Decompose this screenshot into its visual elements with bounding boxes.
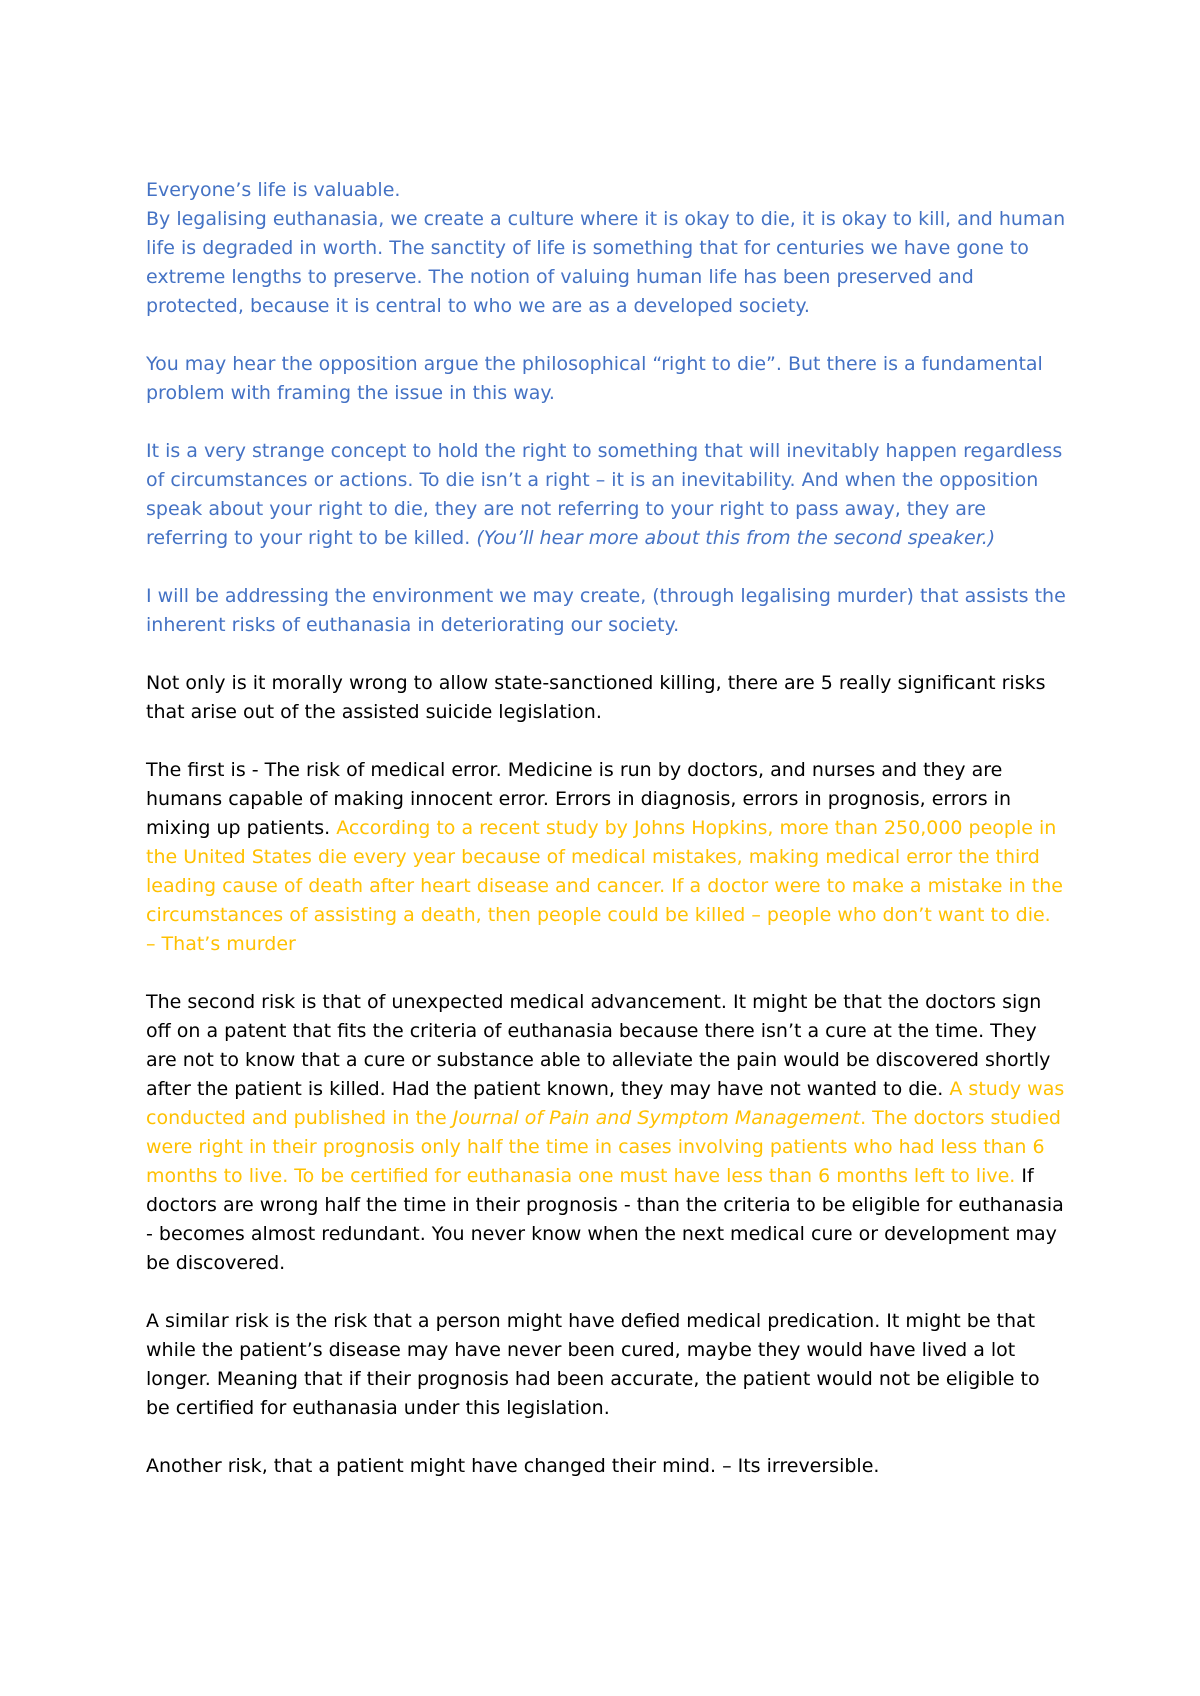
paragraph-gap — [146, 553, 1066, 582]
paragraph-inevitability — [146, 437, 1066, 553]
paragraph-changed-mind: Another risk, that a patient might have changed their mind. – Its irreversible. — [146, 1455, 880, 1477]
paragraph-gap — [146, 1423, 1066, 1452]
paragraph-intro: By legalising euthanasia, we create a culture where it is okay to die, it is okay to kill, and human life is degraded in worth. The sanctity of life is something that for centuries we have gone to extreme lengths to preserve. The notion of valuing human life has been preserved and protected, because it is central to who we are as a developed society. — [146, 208, 1066, 317]
medical-advancement-text: The second risk is that of unexpected medical advancement. It might be that the doctors sign off on a patent that fits the criteria of euthanasia because there isn’t a cure at the time. They are not to know that a cure or substance able to alleviate the pain would be discovered shortly after the patient is killed. Had the patient known, they may have not wanted to die. — [146, 991, 1051, 1100]
inevitability-text: It is a very strange concept to hold the right to something that will inevitably happen regardless of circumstances or actions. To die isn’t a right – it is an inevitability. And when the opposition speak about your right to die, they are not referring to your right to pass away, they are referring to your right to be killed. — [146, 440, 1063, 549]
paragraph-intro-heading: Everyone’s life is valuable. — [146, 179, 401, 201]
journal-title: Journal of Pain and Symptom Management — [452, 1107, 861, 1129]
second-speaker-note: (You’ll hear more about this from the second speaker.) — [476, 527, 996, 549]
medical-advancement-conclusion: If doctors are wrong half the time in their prognosis - than the criteria to be eligible for euthanasia - becomes almost redundant. You never know when the next medical cure or development may be discovered. — [146, 1165, 1064, 1274]
document-body — [146, 176, 1066, 1481]
paragraph-environment: I will be addressing the environment we may create, (through legalising murder) that assists the inherent risks of euthanasia in deteriorating our society. — [146, 585, 1066, 636]
paragraph-gap — [146, 408, 1066, 437]
medical-error-text: The first is - The risk of medical error. Medicine is run by doctors, and nurses and they are humans capable of making innocent error. Errors in diagnosis, errors in prognosis, errors in mixing up patients. — [146, 759, 1011, 839]
study-evidence-intro: A study was conducted and published in the — [146, 1078, 1065, 1129]
johns-hopkins-evidence: According to a recent study by Johns Hopkins, more than 250,000 people in the United States die every year because of medical mistakes, making medical error the third leading cause of death after heart disease and cancer. If a doctor were to make a mistake in the circumstances of assisting a death, then people could be killed – people who don’t want to die. – That’s murder — [146, 817, 1063, 955]
paragraph-five-risks: Not only is it morally wrong to allow state-sanctioned killing, there are 5 really significant risks that arise out of the assisted suicide legislation. — [146, 672, 1046, 723]
paragraph-medical-advancement — [146, 988, 1066, 1278]
paragraph-gap — [146, 959, 1066, 988]
paragraph-right-to-die: You may hear the opposition argue the philosophical “right to die”. But there is a fundamental problem with framing the issue in this way. — [146, 353, 1043, 404]
paragraph-gap — [146, 640, 1066, 669]
paragraph-medical-error — [146, 756, 1066, 959]
paragraph-gap — [146, 1278, 1066, 1307]
paragraph-defied-prediction: A similar risk is the risk that a person might have defied medical predication. It might be that while the patient’s disease may have never been cured, maybe they would have lived a lot longer. Meaning that if their prognosis had been accurate, the patient would not be eligible to be certified for euthanasia under this legislation. — [146, 1310, 1040, 1419]
paragraph-gap — [146, 727, 1066, 756]
study-evidence-text: . The doctors studied were right in their prognosis only half the time in cases involving patients who had less than 6 months to live. To be certified for euthanasia one must have less than 6 months left to live. — [146, 1107, 1061, 1187]
paragraph-gap — [146, 321, 1066, 350]
